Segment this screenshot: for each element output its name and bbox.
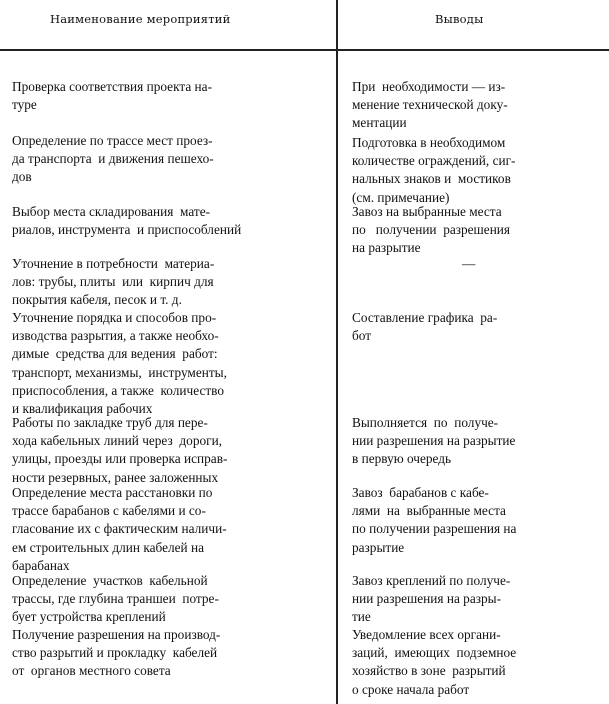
activity-row-7: Определение места расстановки по трассе барабанов с кабелями и со- гласование их с фактическим наличи- ем строительных длин кабелей на барабанах <box>12 485 227 573</box>
activity-row-4: Уточнение в потребности материа- лов: трубы, плиты или кирпич для покрытия кабеля, песок и т. д. <box>12 256 215 308</box>
conclusion-row-7: Завоз барабанов с кабе- лями на выбранные места по получении разрешения на разрытие <box>352 485 517 555</box>
conclusion-row-1: При необходимости — из- менение технической доку- ментации <box>352 79 508 131</box>
conclusion-row-4: — <box>462 256 476 271</box>
column-divider <box>336 0 338 704</box>
header-divider <box>0 49 609 51</box>
activity-row-8: Определение участков кабельной трассы, где глубина траншеи потре- бует устройства креплений <box>12 573 219 625</box>
conclusion-row-5: Составление графика ра- бот <box>352 310 498 344</box>
conclusion-row-3: Завоз на выбранные места по получении разрешения на разрытие <box>352 204 511 256</box>
activity-row-1: Проверка соответствия проекта на- туре <box>12 79 212 113</box>
header-conclusions: Выводы <box>435 12 484 26</box>
conclusion-row-6: Выполняется по получе- нии разрешения на разрытие в первую очередь <box>352 415 516 467</box>
header-activities: Наименование мероприятий <box>50 12 231 26</box>
activity-row-5: Уточнение порядка и способов про- изводства разрытия, а также необхо- димые средства для ведения работ: транспорт, механизмы, инструменты, приспособления, а также количество и квалификация рабочих <box>12 310 227 417</box>
activity-row-9: Получение разрешения на производ- ство разрытий и прокладку кабелей от органов местного совета <box>12 627 221 679</box>
activity-row-2: Определение по трассе мест проез- да транспорта и движения пешехо- дов <box>12 133 214 185</box>
conclusion-row-8: Завоз креплений по получе- нии разрешения на разры- тие <box>352 573 511 625</box>
conclusion-row-9: Уведомление всех органи- заций, имеющих подземное хозяйство в зоне разрытий о сроке начала работ <box>352 627 517 697</box>
activity-row-3: Выбор места складирования мате- риалов, инструмента и приспособлений <box>12 204 242 238</box>
activity-row-6: Работы по закладке труб для пере- хода кабельных линий через дороги, улицы, проезды или проверка исправ- ности резервных, ранее заложенных <box>12 415 228 485</box>
conclusion-row-2: Подготовка в необходимом количестве ограждений, сиг- нальных знаков и мостиков (см. примечание) <box>352 135 516 205</box>
